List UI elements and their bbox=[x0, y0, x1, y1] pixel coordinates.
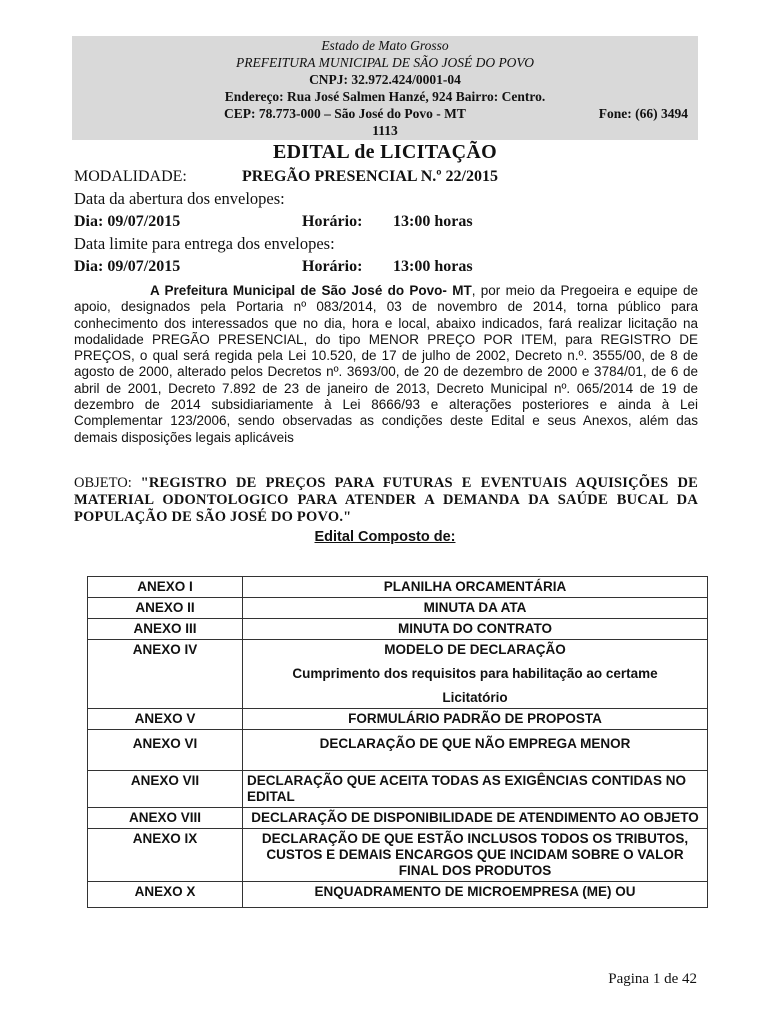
header-endereco: Endereço: Rua José Salmen Hanzé, 924 Bairro: Centro. bbox=[224, 89, 546, 104]
annex-key: ANEXO X bbox=[88, 882, 243, 908]
annex-value: DECLARAÇÃO QUE ACEITA TODAS AS EXIGÊNCIAS CONTIDAS NO EDITAL bbox=[243, 771, 708, 808]
document-title: EDITAL de LICITAÇÃO bbox=[273, 141, 497, 163]
table-row bbox=[88, 882, 708, 908]
edital-composto-heading: Edital Composto de: bbox=[314, 529, 456, 545]
annex-key: ANEXO I bbox=[88, 577, 243, 598]
modalidade-value: PREGÃO PRESENCIAL N.º 22/2015 bbox=[242, 168, 498, 185]
limite-horario: 13:00 horas bbox=[393, 258, 473, 275]
annex-key: ANEXO VII bbox=[88, 771, 243, 808]
annex-key: ANEXO V bbox=[88, 709, 243, 730]
limite-label: Data limite para entrega dos envelopes: bbox=[74, 234, 335, 253]
objeto-block bbox=[74, 475, 698, 526]
letterhead bbox=[72, 36, 698, 140]
annex-sub-1: Cumprimento dos requisitos para habilitação ao certame bbox=[292, 666, 658, 681]
objeto-label: OBJETO: bbox=[74, 475, 141, 491]
annex-value: FORMULÁRIO PADRÃO DE PROPOSTA bbox=[243, 709, 708, 730]
annex-value: MINUTA DO CONTRATO bbox=[243, 619, 708, 640]
table-row bbox=[88, 577, 708, 598]
table-row bbox=[88, 808, 708, 829]
page-number: Pagina 1 de 42 bbox=[608, 971, 697, 987]
annex-value: MODELO DE DECLARAÇÃO bbox=[384, 642, 566, 657]
header-cep: CEP: 78.773-000 – São José do Povo - MT bbox=[224, 106, 466, 121]
header-prefeitura: PREFEITURA MUNICIPAL DE SÃO JOSÉ DO POVO bbox=[235, 55, 535, 70]
header-cep-line bbox=[72, 105, 698, 122]
annex-value: PLANILHA ORCAMENTÁRIA bbox=[243, 577, 708, 598]
annex-value: ENQUADRAMENTO DE MICROEMPRESA (ME) OU bbox=[243, 882, 708, 908]
annex-value: DECLARAÇÃO DE DISPONIBILIDADE DE ATENDIMENTO AO OBJETO bbox=[243, 808, 708, 829]
annex-key: ANEXO II bbox=[88, 598, 243, 619]
annex-sub-2: Licitatório bbox=[442, 690, 508, 705]
annex-value-multi bbox=[243, 640, 708, 709]
abertura-dia: Dia: 09/07/2015 bbox=[74, 213, 181, 230]
header-fone-cont: 1113 bbox=[372, 123, 398, 138]
annex-value: DECLARAÇÃO DE QUE NÃO EMPREGA MENOR bbox=[243, 730, 708, 771]
table-row bbox=[88, 598, 708, 619]
annex-key: ANEXO IX bbox=[88, 829, 243, 882]
table-row bbox=[88, 619, 708, 640]
annex-key: ANEXO IV bbox=[88, 640, 243, 709]
table-row bbox=[88, 709, 708, 730]
header-fone: Fone: (66) 3494 bbox=[598, 106, 688, 121]
abertura-horario: 13:00 horas bbox=[393, 213, 473, 230]
header-cnpj: CNPJ: 32.972.424/0001-04 bbox=[309, 72, 461, 87]
annex-key: ANEXO VIII bbox=[88, 808, 243, 829]
table-row bbox=[88, 771, 708, 808]
table-row bbox=[88, 730, 708, 771]
header-state: Estado de Mato Grosso bbox=[321, 38, 449, 53]
annex-value: MINUTA DA ATA bbox=[243, 598, 708, 619]
objeto-text: "REGISTRO DE PREÇOS PARA FUTURAS E EVENTUAIS AQUISIÇÕES DE MATERIAL ODONTOLOGICO PARA ATENDER A DEMANDA DA SAÚDE BUCAL DA POPULAÇÃO DE SÃO JOSÉ DO POVO." bbox=[74, 475, 698, 525]
intro-paragraph bbox=[74, 283, 698, 446]
annex-key: ANEXO VI bbox=[88, 730, 243, 771]
limite-horario-label: Horário: bbox=[302, 258, 363, 275]
limite-dia: Dia: 09/07/2015 bbox=[74, 258, 181, 275]
abertura-label: Data da abertura dos envelopes: bbox=[74, 189, 285, 208]
intro-text: , por meio da Pregoeira e equipe de apoio, designados pela Portaria nº 083/2014, 03 de novembro de 2014, torna público para conhecimento dos interessados que no dia, hora e local, abaixo indicados, fará realizar licitação na modalidade PREGÃO PRESENCIAL, do tipo MENOR PREÇO POR ITEM, para REGISTRO DE PREÇOS, o qual será regida pela Lei 10.520, de 17 de julho de 2002, Decreto n.º. 3555/00, de 8 de agosto de 2000, alterado pelos Decretos nº. 3693/00, de 20 de dezembro de 2000 e 3784/01, de 6 de abril de 2001, Decreto 7.892 de 23 de janeiro de 2013, Decreto Municipal nº. 065/2014 de 19 de dezembro de 2014 subsidiariamente à Lei 8666/93 e alterações posteriores e ainda à Lei Complementar 123/2006, sendo observadas as condições deste Edital e seus Anexos, além das demais disposições legais aplicáveis bbox=[74, 283, 698, 445]
annex-table bbox=[87, 576, 708, 908]
table-row bbox=[88, 640, 708, 709]
modalidade-label: MODALIDADE: bbox=[74, 168, 187, 185]
table-row bbox=[88, 829, 708, 882]
intro-lead: A Prefeitura Municipal de São José do Povo- MT bbox=[150, 283, 472, 298]
annex-key: ANEXO III bbox=[88, 619, 243, 640]
abertura-horario-label: Horário: bbox=[302, 213, 363, 230]
annex-value: DECLARAÇÃO DE QUE ESTÃO INCLUSOS TODOS OS TRIBUTOS, CUSTOS E DEMAIS ENCARGOS QUE INCIDAM SOBRE O VALOR FINAL DOS PRODUTOS bbox=[243, 829, 708, 882]
